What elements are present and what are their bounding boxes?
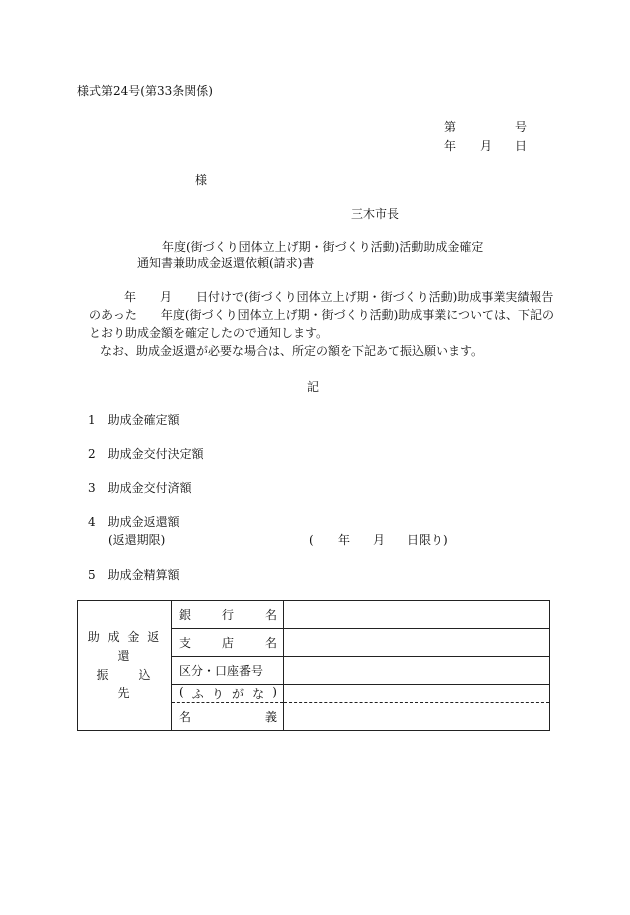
bank-char: 行: [221, 608, 234, 622]
item-2-label: 助成金交付決定額: [107, 447, 204, 461]
account-number-field[interactable]: [284, 657, 550, 685]
transfer-destination-table: [77, 600, 550, 731]
item-4-num: 4: [88, 515, 96, 529]
furigana-char: な: [252, 687, 265, 701]
item-2-num: 2: [88, 447, 96, 461]
furigana-field[interactable]: [284, 685, 550, 703]
deadline-label: (返還期限): [108, 533, 166, 547]
bank-char: 銀: [179, 608, 192, 622]
holder-char: 義: [264, 710, 277, 724]
branch-char: 支: [179, 636, 192, 650]
title-line1: 年度(街づくり団体立上げ期・街づくり活動)活動助成金確定: [162, 240, 484, 254]
item-4: [88, 515, 180, 529]
branch-char: 名: [264, 636, 277, 650]
form-id: 様式第24号(第33条関係): [77, 84, 213, 98]
ki-mark: 記: [307, 380, 320, 394]
item-1-num: 1: [88, 413, 96, 427]
date-month: 月: [480, 139, 493, 153]
date-day: 日: [515, 139, 528, 153]
item-2: [88, 447, 204, 461]
body-line3: とおり助成金額を確定したので通知します。: [89, 326, 329, 340]
item-5: [88, 568, 180, 582]
row-furigana-label: [172, 685, 284, 703]
holder-char: 名: [179, 710, 192, 724]
addressee-suffix: 様: [195, 173, 208, 187]
deadline-month: 月: [373, 533, 386, 547]
furigana-char: ): [272, 685, 277, 699]
title-line2: 通知書兼助成金返還依頼(請求)書: [137, 256, 315, 270]
date-year: 年: [444, 139, 457, 153]
item-3: [88, 481, 192, 495]
number-suffix: 号: [515, 120, 528, 134]
branch-name-field[interactable]: [284, 629, 550, 657]
holder-name-field[interactable]: [284, 703, 550, 731]
row-branch-name-label: [172, 629, 284, 657]
item-3-label: 助成金交付済額: [107, 481, 192, 495]
row-account-number-label: [172, 657, 284, 685]
deadline-open: (: [309, 533, 314, 547]
issuer: 三木市長: [351, 207, 400, 221]
item-5-num: 5: [88, 568, 96, 582]
furigana-char: が: [232, 687, 245, 701]
item-4-label: 助成金返還額: [107, 515, 180, 529]
item-1-label: 助成金確定額: [107, 413, 180, 427]
bank-name-field[interactable]: [284, 601, 550, 629]
row-bank-name-label: [172, 601, 284, 629]
item-1: [88, 413, 180, 427]
item-5-label: 助成金精算額: [107, 568, 180, 582]
furigana-char: (: [179, 685, 184, 699]
deadline-year: 年: [338, 533, 351, 547]
furigana-char: り: [211, 687, 224, 701]
row-holder-name-label: [172, 703, 284, 731]
item-3-num: 3: [88, 481, 96, 495]
body-line2: のあった 年度(街づくり団体立上げ期・街づくり活動)助成事業については、下記の: [89, 308, 555, 322]
table-group-label: [78, 601, 181, 731]
body-line1: 年 月 日付けで(街づくり団体立上げ期・街づくり活動)助成事業実績報告: [124, 290, 554, 304]
account-number-label: 区分・口座番号: [179, 664, 264, 678]
group-line1: 助 成 金 返 還: [87, 630, 162, 663]
body-line4: なお、助成金返還が必要な場合は、所定の額を下記あて振込願います。: [100, 344, 484, 358]
group-line2: 振 込 先: [96, 667, 181, 701]
furigana-char: ふ: [191, 687, 204, 701]
deadline-until: 日限り): [407, 533, 448, 547]
branch-char: 店: [221, 636, 234, 650]
number-prefix: 第: [444, 120, 457, 134]
bank-char: 名: [264, 608, 277, 622]
